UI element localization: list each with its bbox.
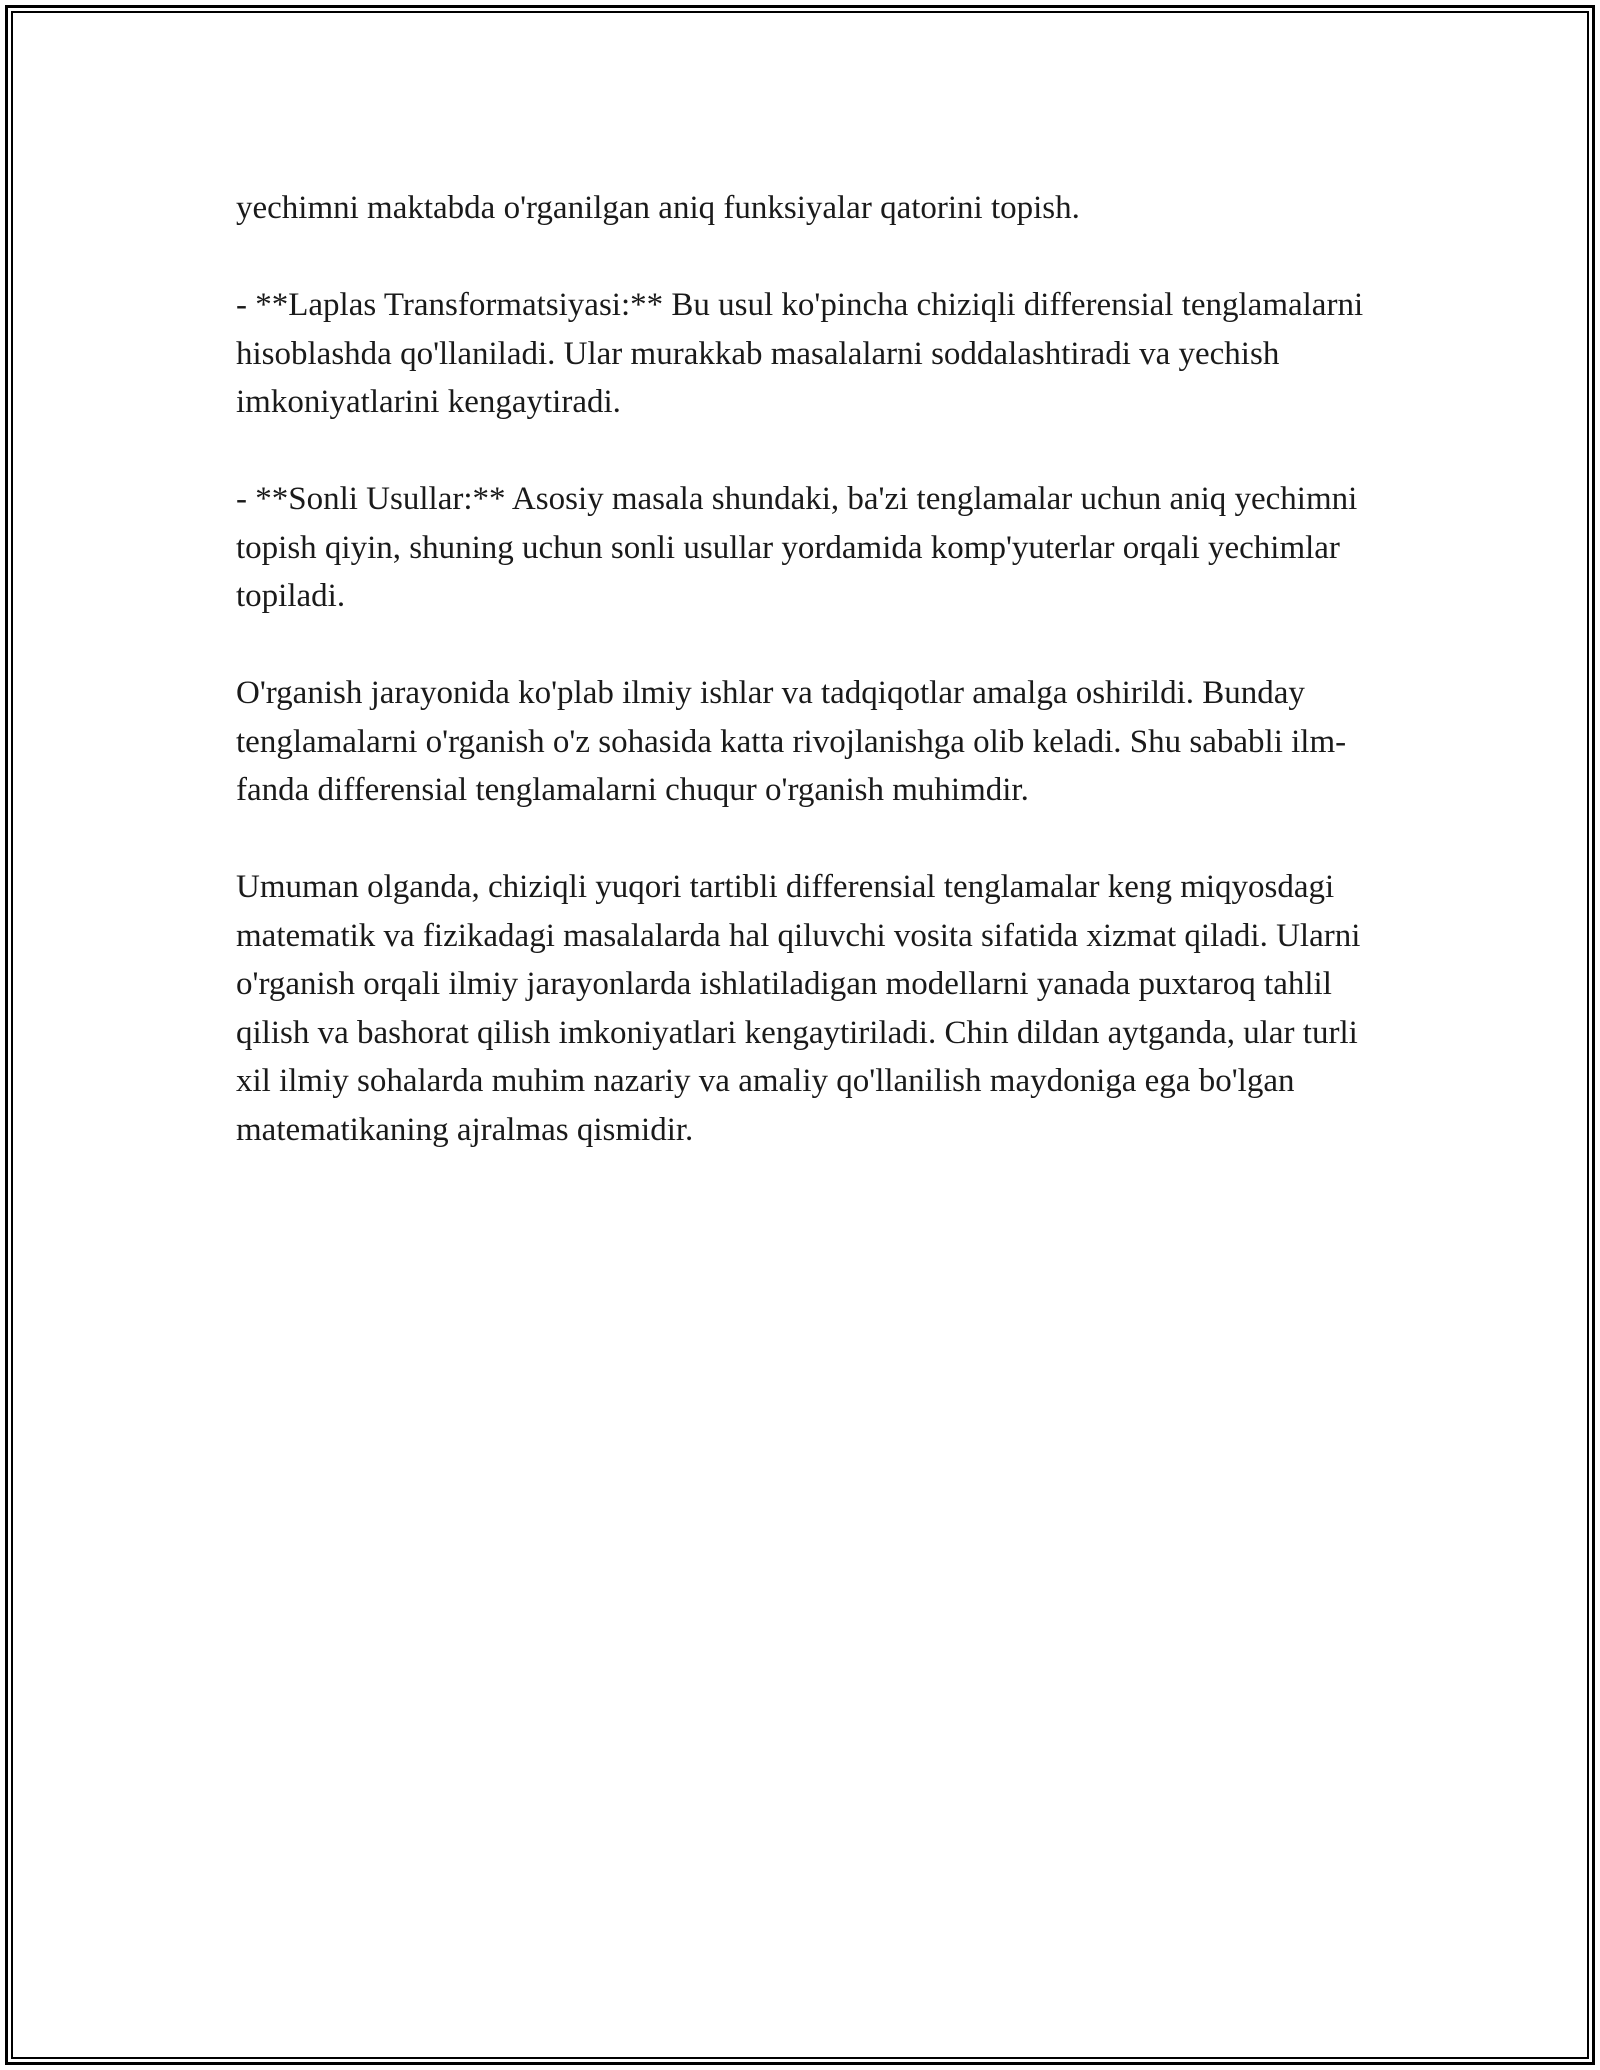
paragraph-research-process: O'rganish jarayonida ko'plab ilmiy ishlar va tadqiqotlar amalga oshirildi. Bunday tenglamalarni o'rganish o'z sohasida katta rivojlanishga olib keladi. Shu sababli ilm-fanda differensial tenglamalarni chuqur o'rganish muhimdir. — [236, 675, 1347, 808]
paragraph-conclusion: Umuman olganda, chiziqli yuqori tartibli differensial tenglamalar keng miqyosdagi matematik va fizikadagi masalalarda hal qiluvchi vosita sifatida xizmat qiladi. Ularni o'rganish orqali ilmiy jarayonlarda ishlatiladigan modellarni yanada puxtaroq tahlil qilish va bashorat qilish imkoniyatlari kengaytiriladi. Chin dildan aytganda, ular turli xil ilmiy sohalarda muhim nazariy va amaliy qo'llanilish maydoniga ega bo'lgan matematikaning ajralmas qismidir. — [236, 869, 1361, 1148]
paragraph-laplace-transform: - **Laplas Transformatsiyasi:** Bu usul ko'pincha chiziqli differensial tenglamalarni hisoblashda qo'llaniladi. Ular murakkab masalalarni soddalashtiradi va yechish imkoniyatlarini kengaytiradi. — [236, 287, 1364, 420]
document-body — [236, 184, 1386, 1203]
paragraph-numerical-methods: - **Sonli Usullar:** Asosiy masala shundaki, ba'zi tenglamalar uchun aniq yechimni topish qiyin, shuning uchun sonli usullar yordamida komp'yuterlar orqali yechimlar topiladi. — [236, 481, 1358, 614]
paragraph-solution-continuation: yechimni maktabda o'rganilgan aniq funksiyalar qatorini topish. — [236, 190, 1080, 226]
